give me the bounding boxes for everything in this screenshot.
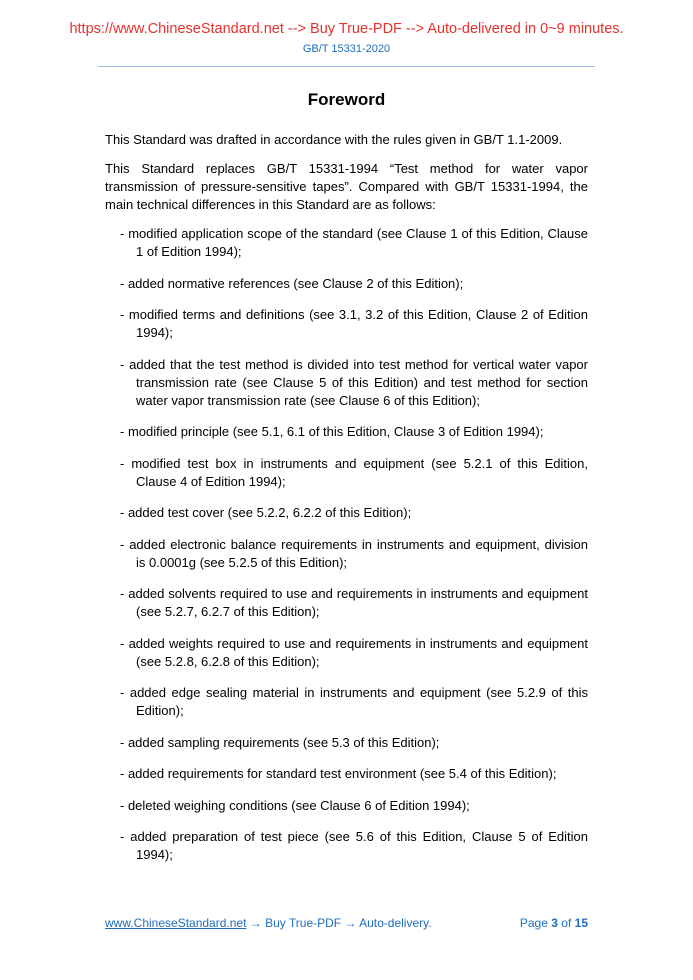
of-word: of: [561, 916, 572, 930]
document-body: [105, 131, 588, 878]
list-item: - added requirements for standard test environment (see 5.4 of this Edition);: [120, 766, 557, 781]
list-item: - added weights required to use and requirements in instruments and equipment (see 5.2.8, 6.2.8 of this Edition);: [120, 635, 588, 669]
document-code: GB/T 15331-2020: [302, 43, 391, 55]
footer-promo-tail: → Buy True-PDF → Auto-delivery.: [246, 916, 432, 930]
page-word: Page: [519, 916, 548, 930]
list-item: - added that the test method is divided into test method for vertical water vapor transmission rate (see Clause 5 of this Edition) and test method for section water vapor transmission rate (see Clause 6 of this Edition);: [120, 356, 588, 408]
list-item: - added electronic balance requirements in instruments and equipment, division is 0.0001g (see 5.2.5 of this Edition);: [120, 536, 588, 570]
page-title: Foreword: [307, 90, 386, 109]
list-item: - added edge sealing material in instruments and equipment (see 5.2.9 of this Edition);: [120, 685, 588, 718]
list-item: - added test cover (see 5.2.2, 6.2.2 of this Edition);: [120, 505, 412, 520]
list-item: - modified principle (see 5.1, 6.1 of this Edition, Clause 3 of Edition 1994);: [120, 424, 544, 439]
list-item: - added sampling requirements (see 5.3 of this Edition);: [120, 734, 440, 750]
list-item: - added preparation of test piece (see 5.6 of this Edition, Clause 5 of Edition 1994);: [120, 829, 588, 862]
page-current: 3: [551, 916, 558, 930]
page-total: 15: [574, 916, 588, 930]
list-item: - modified terms and definitions (see 3.1, 3.2 of this Edition, Clause 2 of Edition 1994);: [120, 307, 588, 340]
changes-list: [105, 225, 588, 864]
footer-promo: [105, 916, 432, 930]
intro-paragraph-2: This Standard replaces GB/T 15331-1994 “Test method for water vapor transmission of pressure-sensitive tapes”. Compared with GB/T 15331-1994, the main technical differences in this Standard are as follows:: [105, 161, 588, 212]
header-divider: [98, 66, 595, 67]
page-number: [520, 916, 588, 930]
list-item: - deleted weighing conditions (see Clause 6 of Edition 1994);: [120, 797, 470, 813]
footer-site-link[interactable]: www.ChineseStandard.net: [105, 916, 247, 930]
list-item: - added solvents required to use and requirements in instruments and equipment (see 5.2.7, 6.2.7 of this Edition);: [120, 586, 588, 619]
list-item: - modified application scope of the standard (see Clause 1 of this Edition, Clause 1 of Edition 1994);: [120, 226, 588, 259]
intro-paragraph-1: This Standard was drafted in accordance with the rules given in GB/T 1.1-2009.: [105, 132, 563, 147]
list-item: - added normative references (see Clause 2 of this Edition);: [120, 275, 464, 291]
top-banner-link[interactable]: https://www.ChineseStandard.net --> Buy True-PDF --> Auto-delivered in 0~9 minutes.: [69, 21, 624, 37]
list-item: - modified test box in instruments and equipment (see 5.2.1 of this Edition, Clause 4 of Edition 1994);: [120, 455, 588, 489]
